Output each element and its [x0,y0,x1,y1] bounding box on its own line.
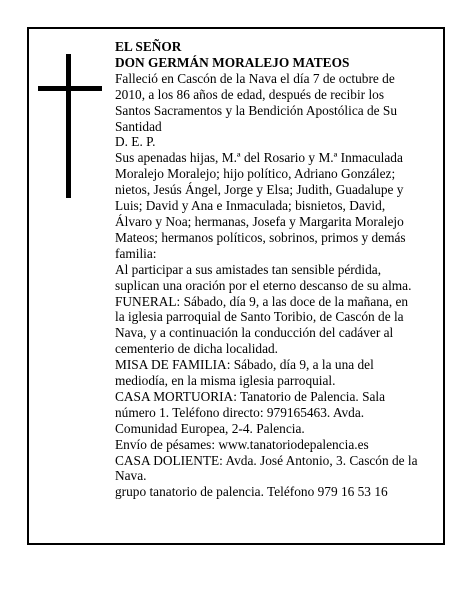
funeral-info: FUNERAL: Sábado, día 9, a las doce de la mañana, en la iglesia parroquial de Santo Toribio, de Cascón de la Nava, y a continuación la conducción del cadáver al cementerio de dicha localidad. [115,293,409,357]
deceased-name: DON GERMÁN MORALEJO MATEOS [115,54,350,70]
condolences-info: Envío de pésames: www.tanatoriodepalencia.es [115,436,369,452]
mourning-house-info: CASA DOLIENTE: Avda. José Antonio, 3. Cascón de la Nava. [115,452,418,484]
death-details: Falleció en Cascón de la Nava el día 7 de octubre de 2010, a los 86 años de edad, después de recibir los Santos Sacramentos y la Bendición Apostólica de Su Santidad [115,70,398,134]
cross-horizontal-bar [38,86,102,91]
family-mass-info: MISA DE FAMILIA: Sábado, día 9, a la una del mediodía, en la misma iglesia parroquial. [115,357,374,389]
obituary-text [115,39,420,500]
footer-info: grupo tanatorio de palencia. Teléfono 979 16 53 16 [115,484,388,500]
cross-vertical-bar [66,54,71,198]
family-list: Sus apenadas hijas, M.ª del Rosario y M.ª Inmaculada Moralejo Moralejo; hijo político, Adriano González; nietos, Jesús Ángel, Jorge y Elsa; Judith, Guadalupe y Luis; David y Ana e Inmaculada; bisnietos, David, Álvaro y Noa; hermanas, Josefa y Margarita Moralejo Mateos; hermanos políticos, sobrinos, primos y demás familia: [115,150,406,261]
prayer-request: Al participar a sus amistades tan sensible pérdida, suplican una oración por el eterno descanso de su alma. [115,261,412,293]
dep-line: D. E. P. [115,134,156,150]
cross-icon [38,54,102,198]
mortuary-info: CASA MORTUORIA: Tanatorio de Palencia. Sala número 1. Teléfono directo: 979165463. Avda. Comunidad Europea, 2-4. Palencia. [115,388,386,436]
obituary-title: EL SEÑOR [115,39,182,54]
